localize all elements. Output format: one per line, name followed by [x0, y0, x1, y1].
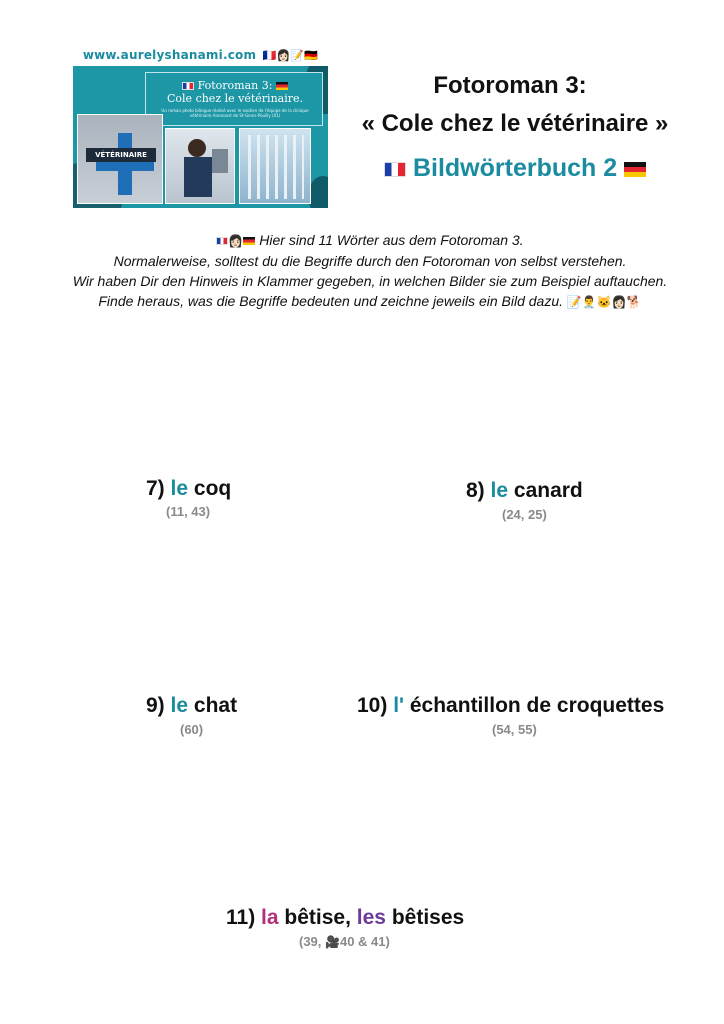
vocab-item-7: 7) le coq	[146, 477, 232, 500]
vocab-ref-8: (24, 25)	[502, 507, 547, 522]
thumbnail-subtitle: Un roman photo bilingue réalisé avec le soutien de l'équipe de la clinique vétérinaire Aronssart de St-Genis-Pouilly (01)	[161, 108, 309, 118]
thumbnail-image	[73, 66, 328, 208]
clinic-sign-text: VÉTÉRINAIRE	[86, 148, 156, 162]
instruction-line: Wir haben Dir den Hinweis in Klammer gegeben, in welchen Bilder sie zum Beispiel auftauchen.	[72, 273, 668, 289]
site-url-text: www.aurelyshanami.com	[82, 48, 257, 62]
vocab-ref-9: (60)	[180, 722, 204, 737]
german-flag-icon	[243, 237, 255, 245]
vocab-item-8: 8) le canard	[466, 479, 583, 502]
instructions	[30, 230, 710, 312]
thumbnail-title-2: Cole chez le vétérinaire.	[167, 92, 303, 105]
instruction-line: Normalerweise, solltest du die Begriffe durch den Fotoroman von selbst verstehen.	[113, 253, 627, 269]
site-url	[73, 48, 328, 62]
vocab-item-9: 9) le chat	[146, 694, 238, 717]
thumbnail-banner	[145, 72, 323, 126]
vocab-ref-7: (11, 43)	[166, 504, 211, 519]
photo-clinic-sign	[77, 114, 163, 204]
vocab-item-11: 11) la bêtise, les bêtises	[226, 906, 465, 929]
vocab-item-10: 10) l' échantillon de croquettes	[357, 694, 665, 717]
person-emoji: 👩🏻	[228, 234, 244, 248]
instruction-line: 👩🏻 Hier sind 11 Wörter aus dem Fotoroman 3.	[30, 230, 710, 251]
french-flag-icon	[384, 162, 406, 177]
page-title-2: « Cole chez le vétérinaire »	[361, 110, 669, 137]
site-emojis: 🇫🇷👩🏻📝🇩🇪	[262, 49, 319, 62]
photo-vet	[165, 128, 235, 204]
subtitle-text: Bildwörterbuch 2	[412, 154, 618, 182]
decor-blob	[308, 176, 328, 208]
french-flag-icon	[216, 237, 228, 245]
movie-camera-icon: 🎥	[325, 935, 340, 949]
instruction-line: Finde heraus, was die Begriffe bedeuten und zeichne jeweils ein Bild dazu. 📝👨‍⚕️🐱👩🏻🐕	[98, 293, 642, 309]
vocab-ref-10: (54, 55)	[492, 722, 537, 737]
german-flag-icon	[624, 162, 646, 177]
instruction-emojis: 📝👨‍⚕️🐱👩🏻🐕	[566, 295, 642, 309]
page-title: Fotoroman 3:	[433, 72, 587, 99]
page-subtitle	[384, 154, 684, 183]
french-flag-icon	[182, 82, 194, 90]
cover-thumbnail	[73, 46, 328, 208]
thumbnail-title: Fotoroman 3:	[146, 79, 324, 92]
german-flag-icon	[276, 82, 288, 90]
photo-kennel	[239, 128, 311, 204]
vocab-ref-11: (39, 🎥40 & 41)	[299, 934, 390, 949]
